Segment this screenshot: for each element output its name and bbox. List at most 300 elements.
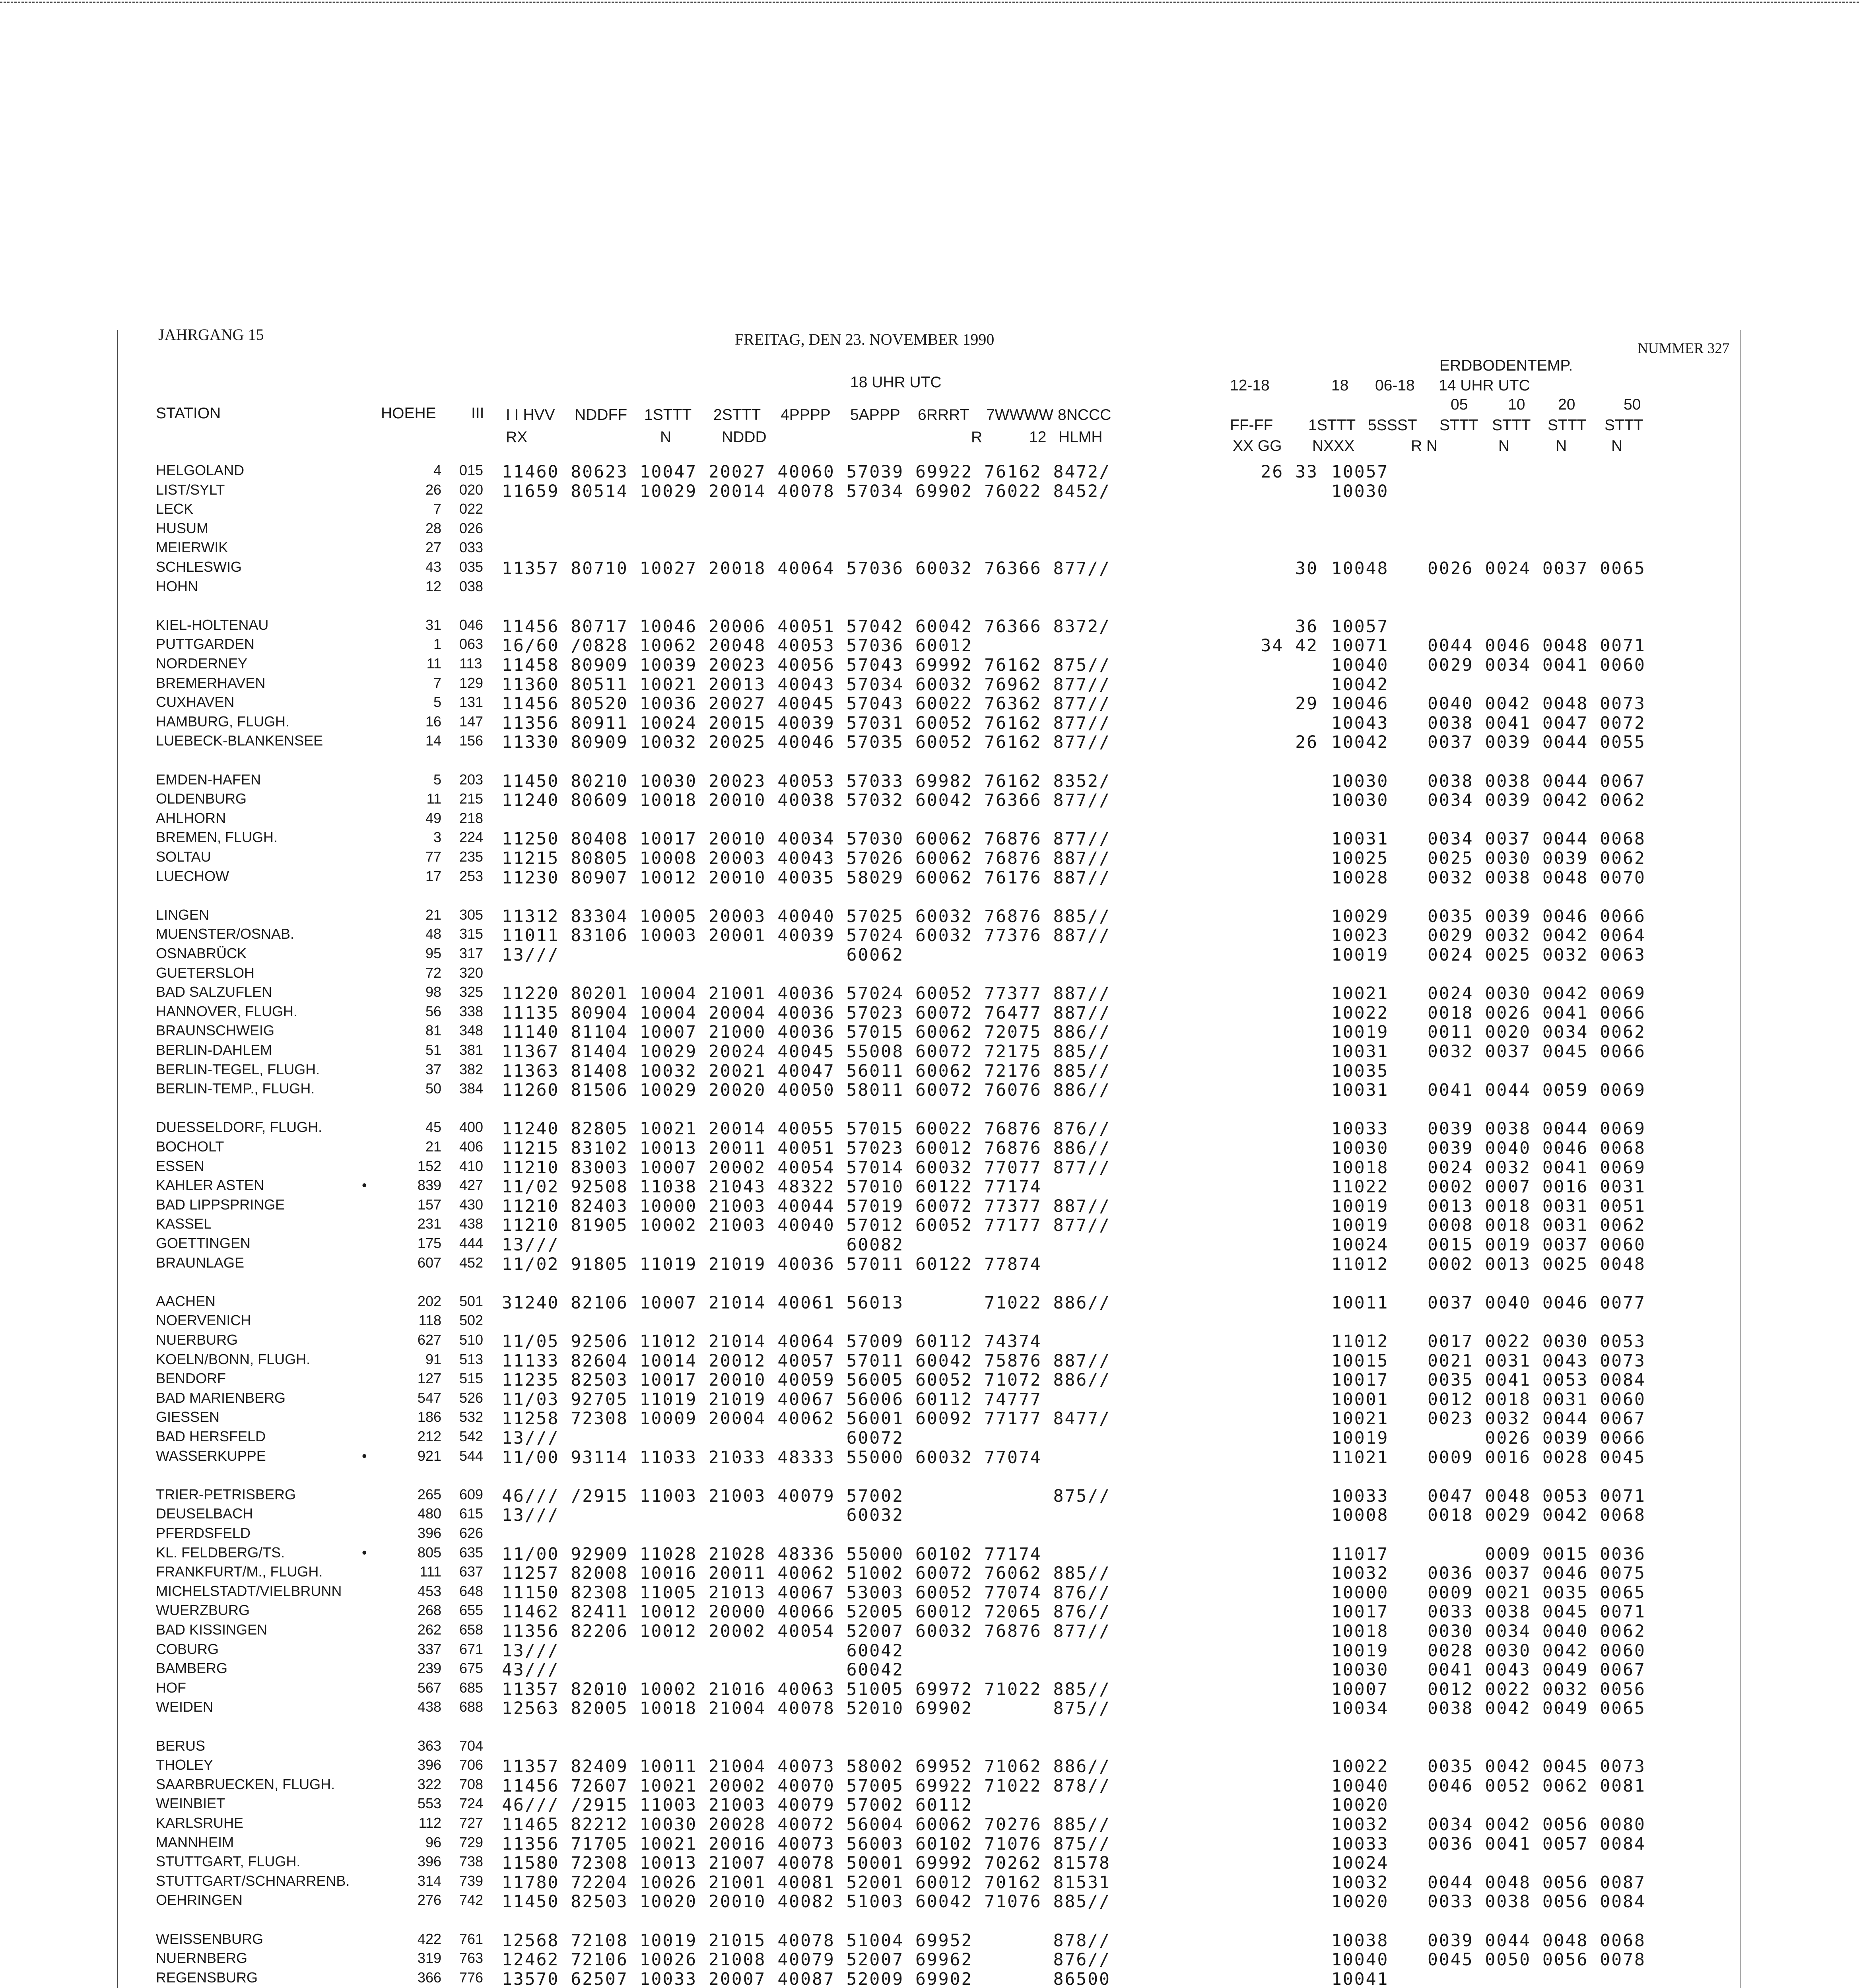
synop-groups: 11/05 92506 11012 21014 40064 57009 60112 74374	[502, 1332, 1042, 1351]
soil-temperatures: 0023 0032 0044 0067	[1428, 1409, 1646, 1429]
station-height: 91	[425, 1351, 441, 1367]
station-name: GOETTINGEN	[156, 1235, 251, 1251]
station-number: 655	[459, 1602, 484, 1619]
station-number: 438	[459, 1215, 484, 1232]
station-name: DUESSELDORF, FLUGH.	[156, 1119, 322, 1136]
station-name: MUENSTER/OSNAB.	[156, 926, 295, 942]
table-row	[0, 1158, 1859, 1176]
synop-groups: 16/60 /0828 10062 20048 40053 57036 60012	[502, 636, 973, 656]
station-number: 113	[459, 655, 482, 672]
station-number: 235	[459, 848, 484, 865]
temp-group: 10040	[1331, 1776, 1389, 1796]
table-row	[0, 1138, 1859, 1157]
table-row	[0, 1351, 1859, 1369]
station-height: 438	[417, 1699, 441, 1715]
station-height: 5	[433, 694, 441, 711]
temp-group: 10015	[1331, 1351, 1389, 1371]
table-row	[0, 732, 1859, 751]
station-name: AACHEN	[156, 1293, 216, 1309]
synop-groups: 11240 82805 10021 20014 40055 57015 60022 76876 876//	[502, 1119, 1111, 1139]
station-number: 384	[459, 1080, 484, 1097]
station-name: KASSEL	[156, 1215, 212, 1232]
station-height: 7	[433, 674, 441, 691]
header-stt-10: STTT	[1492, 417, 1531, 434]
station-height: 21	[425, 1138, 441, 1155]
header-period-18: 18	[1331, 377, 1349, 394]
station-height: 16	[425, 713, 441, 730]
station-name: WUERZBURG	[156, 1602, 250, 1619]
station-name: KL. FELDBERG/TS.	[156, 1544, 285, 1561]
soil-temperatures: 0011 0020 0034 0062	[1428, 1022, 1646, 1043]
temp-group: 11021	[1331, 1447, 1389, 1468]
synop-groups: 11356 71705 10021 20016 40073 56003 60102 71076 875//	[502, 1834, 1111, 1854]
date-label: FREITAG, DEN 23. NOVEMBER 1990	[735, 330, 995, 348]
station-number: 427	[459, 1177, 484, 1194]
station-name: ESSEN	[156, 1157, 205, 1174]
header-depth-20: 20	[1558, 396, 1575, 413]
station-height: 366	[417, 1969, 441, 1986]
station-name: KAHLER ASTEN	[156, 1177, 264, 1194]
station-number: 738	[459, 1853, 484, 1870]
table-row	[0, 965, 1859, 983]
station-number: 131	[459, 694, 484, 711]
temp-group: 11012	[1331, 1254, 1389, 1274]
station-height: 268	[417, 1602, 441, 1619]
header-g18: 1STTT	[1308, 417, 1356, 434]
station-name: BERLIN-DAHLEM	[156, 1042, 272, 1058]
header-depth-10: 10	[1508, 396, 1525, 413]
synop-groups: 11450 82503 10020 20010 40082 51003 60042 71076 885//	[502, 1892, 1111, 1912]
station-number: 020	[459, 481, 484, 498]
station-height: 49	[425, 810, 441, 826]
table-row	[0, 1602, 1859, 1620]
station-name: BERLIN-TEGEL, FLUGH.	[156, 1061, 320, 1077]
station-number: 320	[459, 964, 484, 981]
synop-groups: 11456 72607 10021 20002 40070 57005 69922 71022 878//	[502, 1776, 1111, 1796]
temp-group: 10033	[1331, 1486, 1389, 1506]
synop-groups: 12563 82005 10018 21004 40078 52010 69902 875//	[502, 1699, 1111, 1719]
synop-groups: 11363 81408 10032 20021 40047 56011 60062 72176 885//	[502, 1061, 1111, 1081]
station-height: 396	[417, 1853, 441, 1870]
table-row	[0, 848, 1859, 867]
header-c8: 7WWWW	[986, 406, 1053, 423]
synop-groups: 11220 80201 10004 21001 40036 57024 60052 77377 887//	[502, 984, 1111, 1004]
soil-temperatures: 0013 0018 0031 0051	[1428, 1196, 1646, 1216]
station-number: 063	[459, 636, 484, 652]
station-number: 203	[459, 771, 484, 788]
temp-group: 10040	[1331, 1950, 1389, 1970]
synop-groups: 11456 80520 10036 20027 40045 57043 60022 76362 877//	[502, 694, 1111, 714]
soil-temperatures: 0037 0039 0044 0055	[1428, 732, 1646, 753]
synop-groups: 11235 82503 10017 20010 40059 56005 60052 71072 886//	[502, 1370, 1111, 1390]
station-number: 035	[459, 559, 484, 575]
soil-temperatures: 0028 0030 0042 0060	[1428, 1640, 1646, 1661]
header-stt-20: STTT	[1548, 417, 1587, 434]
table-row	[0, 945, 1859, 963]
station-number: 515	[459, 1370, 484, 1387]
station-number: 348	[459, 1022, 484, 1039]
station-name: LECK	[156, 501, 194, 517]
station-height: 262	[417, 1621, 441, 1638]
temp-group: 10029	[1331, 906, 1389, 926]
table-row	[0, 559, 1859, 577]
temp-group: 10031	[1331, 1042, 1389, 1062]
synop-groups: 11258 72308 10009 20004 40062 56001 60092 77177 8477/	[502, 1409, 1111, 1429]
synop-groups: 11456 80717 10046 20006 40051 57042 60042 76366 8372/	[502, 616, 1111, 637]
synop-groups: 11011 83106 10003 20001 40039 57024 60032 77376 887//	[502, 926, 1111, 946]
station-number: 046	[459, 616, 484, 633]
station-number: 510	[459, 1332, 484, 1348]
soil-temperatures: 0026 0039 0066	[1428, 1428, 1646, 1448]
station-number: 685	[459, 1679, 484, 1696]
station-height: 17	[425, 868, 441, 884]
table-row	[0, 1738, 1859, 1756]
temp-group: 10033	[1331, 1834, 1389, 1854]
temp-group: 10032	[1331, 1563, 1389, 1584]
station-height: 4	[433, 462, 441, 478]
synop-groups: 11465 82212 10030 20028 40072 56004 60062 70276 885//	[502, 1815, 1111, 1835]
station-number: 129	[459, 674, 484, 691]
temp-group: 10030	[1331, 1138, 1389, 1158]
station-height: 805	[417, 1544, 441, 1561]
table-row	[0, 1215, 1859, 1234]
header-g18-sub: NXXX	[1312, 437, 1355, 454]
station-number: 026	[459, 520, 484, 536]
synop-groups: 11/00 93114 11033 21033 48333 55000 60032 77074	[502, 1447, 1042, 1468]
soil-temperatures: 0029 0034 0041 0060	[1428, 655, 1646, 675]
synop-groups: 11150 82308 11005 21013 40067 53003 60052 77074 876//	[502, 1582, 1111, 1603]
synop-groups: 11356 82206 10012 20002 40054 52007 60032 76876 877//	[502, 1621, 1111, 1641]
station-height: 239	[417, 1660, 441, 1677]
synop-groups: 11135 80904 10004 20004 40036 57023 60072 76477 887//	[502, 1003, 1111, 1023]
header-depth-05: 05	[1451, 396, 1468, 413]
soil-temperatures: 0039 0038 0044 0069	[1428, 1119, 1646, 1139]
table-row	[0, 501, 1859, 519]
table-row	[0, 1969, 1859, 1988]
station-number: 147	[459, 713, 484, 730]
station-number: 763	[459, 1950, 484, 1967]
table-row	[0, 1486, 1859, 1505]
header-ff: FF-FF	[1230, 417, 1273, 434]
temp-group: 10023	[1331, 926, 1389, 946]
station-height: 48	[425, 926, 441, 942]
station-number: 215	[459, 790, 484, 807]
station-height: 31	[425, 616, 441, 633]
station-height: 72	[425, 964, 441, 981]
table-row	[0, 1679, 1859, 1698]
station-name: HAMBURG, FLUGH.	[156, 713, 290, 730]
station-number: 761	[459, 1930, 484, 1947]
soil-temperatures: 0017 0022 0030 0053	[1428, 1332, 1646, 1351]
soil-temperatures: 0002 0013 0025 0048	[1428, 1254, 1646, 1274]
table-row	[0, 1795, 1859, 1813]
station-height: 95	[425, 945, 441, 961]
table-row	[0, 1080, 1859, 1099]
soil-temperatures: 0047 0048 0053 0071	[1428, 1486, 1646, 1506]
temp-group: 10021	[1331, 1409, 1389, 1429]
table-row	[0, 1563, 1859, 1582]
temp-group: 10028	[1331, 868, 1389, 888]
header-soil-time: 14 UHR UTC	[1439, 377, 1530, 394]
synop-groups: 11/02 92508 11038 21043 48322 57010 60122 77174	[502, 1177, 1042, 1197]
gust-groups: 29	[1295, 694, 1318, 714]
temp-group: 10019	[1331, 1022, 1389, 1043]
soil-temperatures: 0034 0037 0044 0068	[1428, 829, 1646, 849]
temp-group: 10008	[1331, 1505, 1389, 1526]
soil-temperatures: 0029 0032 0042 0064	[1428, 926, 1646, 946]
temp-group: 10011	[1331, 1293, 1389, 1313]
soil-temperatures: 0002 0007 0016 0031	[1428, 1177, 1646, 1197]
table-row	[0, 1505, 1859, 1524]
table-row	[0, 462, 1859, 480]
table-row	[0, 1950, 1859, 1968]
header-c1-sub: RX	[506, 429, 528, 446]
station-number: 382	[459, 1061, 484, 1077]
table-row	[0, 1003, 1859, 1021]
station-name: BAD MARIENBERG	[156, 1389, 286, 1406]
station-height: 553	[417, 1795, 441, 1812]
station-number: 724	[459, 1795, 484, 1812]
header-snow: 5SSST	[1368, 417, 1417, 434]
station-height: 77	[425, 848, 441, 865]
soil-temperatures: 0045 0050 0056 0078	[1428, 1950, 1646, 1970]
header-iii: III	[471, 405, 484, 422]
synop-groups: 11357 82010 10002 21016 40063 51005 69972 71022 885//	[502, 1679, 1111, 1699]
station-height: 607	[417, 1254, 441, 1271]
station-name: OLDENBURG	[156, 790, 247, 807]
header-c2: NDDFF	[575, 406, 627, 423]
synop-groups: 12462 72106 10026 21008 40079 52007 69962 876//	[502, 1950, 1111, 1970]
station-height: 3	[433, 829, 441, 846]
temp-group: 10019	[1331, 1196, 1389, 1216]
header-c4: 2STTT	[713, 406, 761, 423]
soil-temperatures: 0041 0044 0059 0069	[1428, 1080, 1646, 1101]
header-ff-sub: XX GG	[1233, 437, 1282, 454]
station-height: 118	[418, 1312, 441, 1329]
station-number: 513	[459, 1351, 484, 1367]
synop-groups: 11458 80909 10039 20023 40056 57043 69992 76162 875//	[502, 655, 1111, 675]
synop-groups: 11357 80710 10027 20018 40064 57036 60032 76366 877//	[502, 559, 1111, 579]
station-number: 338	[459, 1003, 484, 1019]
scan-edge-top	[0, 2, 1859, 3]
station-name: HANNOVER, FLUGH.	[156, 1003, 298, 1019]
temp-group: 10042	[1331, 732, 1389, 753]
table-row	[0, 1815, 1859, 1833]
header-c9: 8NCCC	[1058, 406, 1111, 423]
station-height: 43	[425, 559, 441, 575]
gust-groups: 34 42	[1261, 636, 1318, 656]
table-row	[0, 1525, 1859, 1543]
table-row	[0, 1641, 1859, 1659]
station-name: BREMERHAVEN	[156, 674, 266, 691]
soil-temperatures: 0026 0024 0037 0065	[1428, 559, 1646, 579]
temp-group: 10071	[1331, 636, 1389, 656]
station-name: MICHELSTADT/VIELBRUNN	[156, 1582, 342, 1599]
table-row	[0, 1061, 1859, 1079]
soil-temperatures: 0044 0048 0056 0087	[1428, 1872, 1646, 1893]
temp-group: 10021	[1331, 984, 1389, 1004]
soil-temperatures: 0012 0022 0032 0056	[1428, 1679, 1646, 1699]
station-name: LIST/SYLT	[156, 481, 225, 498]
soil-temperatures: 0036 0041 0057 0084	[1428, 1834, 1646, 1854]
station-height: 12	[425, 578, 441, 594]
station-height: 276	[417, 1892, 441, 1908]
station-height: 319	[417, 1950, 441, 1967]
header-soil-title: ERDBODENTEMP.	[1439, 357, 1573, 374]
soil-temperatures: 0032 0037 0045 0066	[1428, 1042, 1646, 1062]
header-period-12-18: 12-18	[1230, 377, 1270, 394]
table-row	[0, 636, 1859, 654]
station-height: 14	[425, 732, 441, 749]
temp-group: 10019	[1331, 945, 1389, 965]
station-height: 111	[420, 1563, 441, 1580]
synop-groups: 46/// /2915 11003 21003 40079 57002 60112	[502, 1795, 973, 1815]
table-row	[0, 1699, 1859, 1717]
station-name: PFERDSFELD	[156, 1525, 251, 1541]
table-row	[0, 984, 1859, 1002]
temp-group: 10030	[1331, 771, 1389, 791]
station-name: BERUS	[156, 1737, 206, 1754]
station-name: KIEL-HOLTENAU	[156, 616, 269, 633]
station-name: KOELN/BONN, FLUGH.	[156, 1351, 311, 1367]
soil-temperatures: 0040 0042 0048 0073	[1428, 694, 1646, 714]
mountain-marker: •	[362, 1447, 367, 1464]
synop-groups: 11210 82403 10000 21003 40044 57019 60072 77377 887//	[502, 1196, 1111, 1216]
table-row	[0, 1873, 1859, 1891]
synop-groups: 11/03 92705 11019 21019 40067 56006 60112 74777	[502, 1389, 1042, 1409]
station-name: LUECHOW	[156, 868, 229, 884]
synop-groups: 11330 80909 10032 20025 40046 57035 60052 76162 877//	[502, 732, 1111, 753]
temp-group: 10019	[1331, 1215, 1389, 1236]
soil-temperatures: 0036 0037 0046 0075	[1428, 1563, 1646, 1584]
station-height: 98	[425, 984, 441, 1000]
table-row	[0, 1293, 1859, 1311]
header-stt-50: STTT	[1605, 417, 1643, 434]
soil-temperatures: 0034 0042 0056 0080	[1428, 1815, 1646, 1835]
station-name: BREMEN, FLUGH.	[156, 829, 278, 846]
station-number: 452	[459, 1254, 484, 1271]
station-name: REGENSBURG	[156, 1969, 258, 1986]
synop-groups: 11312 83304 10005 20003 40040 57025 60032 76876 885//	[502, 906, 1111, 926]
synop-groups: 11215 83102 10013 20011 40051 57023 60012 76876 886//	[502, 1138, 1111, 1158]
temp-group: 10025	[1331, 848, 1389, 868]
synop-groups: 11240 80609 10018 20010 40038 57032 60042 76366 877//	[502, 790, 1111, 811]
temp-group: 10030	[1331, 481, 1389, 501]
station-height: 921	[417, 1447, 441, 1464]
station-height: 186	[417, 1409, 441, 1425]
temp-group: 11012	[1331, 1332, 1389, 1351]
station-number: 022	[459, 501, 484, 517]
temp-group: 10031	[1331, 1080, 1389, 1101]
table-row	[0, 713, 1859, 732]
header-c3-sub: N	[660, 429, 672, 446]
station-number: 675	[459, 1660, 484, 1677]
table-row	[0, 1254, 1859, 1273]
temp-group: 10031	[1331, 829, 1389, 849]
synop-groups: 11357 82409 10011 21004 40073 58002 69952 71062 886//	[502, 1757, 1111, 1777]
station-name: BRAUNLAGE	[156, 1254, 245, 1271]
station-name: NUERNBERG	[156, 1950, 248, 1967]
station-height: 51	[425, 1042, 441, 1058]
soil-temperatures: 0032 0038 0048 0070	[1428, 868, 1646, 888]
station-height: 45	[425, 1119, 441, 1136]
table-row	[0, 926, 1859, 944]
station-height: 1	[433, 636, 441, 652]
synop-groups: 11360 80511 10021 20013 40043 57034 60032 76962 877//	[502, 674, 1111, 695]
temp-group: 10018	[1331, 1157, 1389, 1178]
station-name: BOCHOLT	[156, 1138, 224, 1155]
station-name: WEINBIET	[156, 1795, 225, 1812]
station-name: HOF	[156, 1679, 186, 1696]
station-height: 157	[417, 1196, 441, 1213]
station-name: COBURG	[156, 1640, 219, 1657]
table-row	[0, 1834, 1859, 1852]
table-row	[0, 1042, 1859, 1060]
table-row	[0, 578, 1859, 596]
station-number: 315	[459, 926, 484, 942]
station-height: 839	[417, 1177, 441, 1194]
synop-groups: 13/// 60032	[502, 1505, 904, 1526]
header-c5: 4PPPP	[781, 406, 831, 423]
station-name: TRIER-PETRISBERG	[156, 1486, 296, 1503]
temp-group: 10019	[1331, 1428, 1389, 1448]
gust-groups: 26	[1295, 732, 1318, 753]
soil-temperatures: 0044 0046 0048 0071	[1428, 636, 1646, 656]
temp-group: 10000	[1331, 1582, 1389, 1603]
station-number: 253	[459, 868, 484, 884]
station-height: 152	[417, 1157, 441, 1174]
table-row	[0, 1853, 1859, 1872]
station-number: 739	[459, 1872, 484, 1889]
station-name: BAD KISSINGEN	[156, 1621, 268, 1638]
synop-groups: 11659 80514 10029 20014 40078 57034 69902 76022 8452/	[502, 481, 1111, 501]
table-row	[0, 1448, 1859, 1466]
soil-temperatures: 0034 0039 0042 0062	[1428, 790, 1646, 811]
station-number: 648	[459, 1582, 484, 1599]
temp-group: 10046	[1331, 694, 1389, 714]
station-height: 627	[417, 1332, 441, 1348]
soil-temperatures: 0035 0042 0045 0073	[1428, 1757, 1646, 1777]
temp-group: 10001	[1331, 1389, 1389, 1409]
synop-groups: 11780 72204 10026 21001 40081 52001 60012 70162 81531	[502, 1872, 1111, 1893]
temp-group: 10017	[1331, 1602, 1389, 1622]
table-row	[0, 481, 1859, 500]
soil-temperatures: 0030 0034 0040 0062	[1428, 1621, 1646, 1641]
station-number: 637	[459, 1563, 484, 1580]
station-number: 615	[459, 1505, 484, 1522]
table-row	[0, 1370, 1859, 1388]
station-number: 776	[459, 1969, 484, 1986]
station-name: HELGOLAND	[156, 462, 245, 478]
soil-temperatures: 0024 0025 0032 0063	[1428, 945, 1646, 965]
table-row	[0, 868, 1859, 886]
station-name: GIESSEN	[156, 1409, 220, 1425]
station-name: HUSUM	[156, 520, 208, 536]
temp-group: 10042	[1331, 674, 1389, 695]
soil-temperatures: 0009 0021 0035 0065	[1428, 1582, 1646, 1603]
synop-groups: 11260 81506 10029 20020 40050 58011 60072 76076 886//	[502, 1080, 1111, 1101]
station-height: 5	[433, 771, 441, 788]
station-number: 688	[459, 1699, 484, 1715]
station-height: 453	[417, 1582, 441, 1599]
station-height: 567	[417, 1679, 441, 1696]
station-number: 325	[459, 984, 484, 1000]
volume-label: JAHRGANG 15	[158, 326, 264, 344]
station-height: 231	[417, 1215, 441, 1232]
temp-group: 10022	[1331, 1757, 1389, 1777]
synop-groups: 11/02 91805 11019 21019 40036 57011 60122 77874	[502, 1254, 1042, 1274]
synop-groups: 43/// 60042	[502, 1660, 904, 1680]
